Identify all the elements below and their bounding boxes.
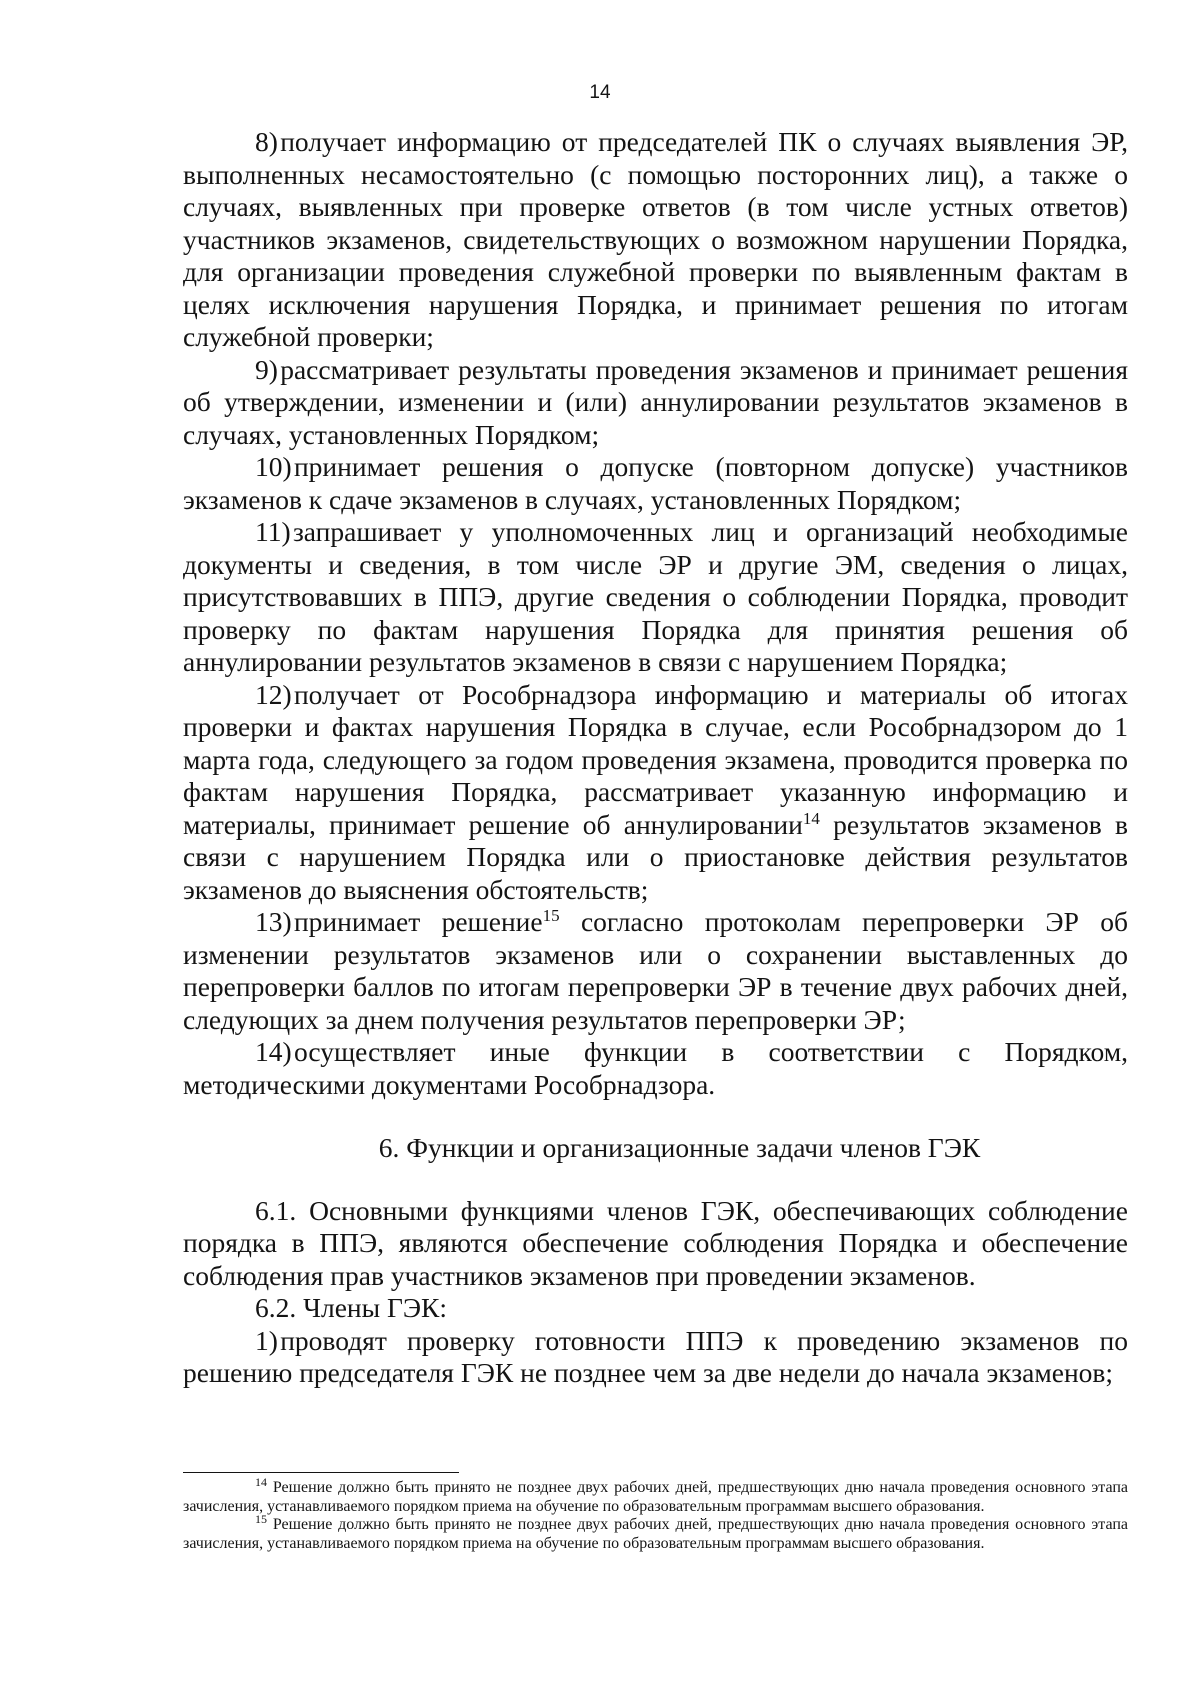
list-item [183, 906, 1128, 1036]
item-text: получает от Рособрнадзора информацию и материалы об итогах проверки и фактах нарушения Порядка в случае, если Рособрнадзором до 1 марта года, следующего за годом проведения экзамена, проводится проверка по фактам нарушения Порядка, рассматривает указанную информацию и материалы, принимает решение об аннулировании [183, 678, 1128, 840]
paragraph: 6.1. Основными функциями членов ГЭК, обеспечивающих соблюдение порядка в ППЭ, являются обеспечение соблюдения Порядка и обеспечение соблюдения прав участников экзаменов при проведении экзаменов. [183, 1194, 1128, 1291]
list-item [183, 354, 1128, 452]
footnote-reference: 15 [542, 906, 560, 925]
footnote-number: 15 [255, 1512, 267, 1526]
footnote-text: Решение должно быть принято не позднее двух рабочих дней, предшествующих дню начала проведения основного этапа зачисления, устанавливаемого порядком приема на обучение по образовательным программам высшего образования. [183, 1516, 1128, 1552]
item-number: 9) [255, 353, 278, 385]
item-number: 14) [255, 1036, 292, 1067]
item-text: принимает решение [293, 906, 543, 937]
list-item [183, 451, 1128, 516]
item-number: 13) [255, 906, 292, 937]
item-text: получает информацию от председателей ПК о случаях выявления ЭР, выполненных несамостоятельно (с помощью посторонних лиц), а также о случаях, выявленных при проверке ответов (в том числе устных ответов) участников экзаменов, свидетельствующих о возможном нарушении Порядка, для организации проведения служебной проверки по выявленным фактам в целях исключения нарушения Порядка, и принимает решения по итогам служебной проверки; [183, 126, 1128, 352]
item-text: рассматривает результаты проведения экзаменов и принимает решения об утверждении, изменении и (или) аннулировании результатов экзаменов в случаях, установленных Порядком; [183, 353, 1128, 450]
footnote [183, 1512, 1128, 1553]
footnote-number: 14 [255, 1475, 267, 1489]
item-text: результатов экзаменов в связи с нарушением Порядка или о приостановке действия результатов экзаменов до выяснения обстоятельств; [183, 808, 1128, 905]
item-number: 12) [255, 678, 292, 710]
footnote-divider [183, 1472, 459, 1473]
list-item [183, 126, 1128, 354]
page-number: 14 [589, 82, 611, 103]
list-item [183, 516, 1128, 679]
footnotes [183, 1472, 1128, 1553]
item-text: проводят проверку готовности ППЭ к проведению экзаменов по решению председателя ГЭК не позднее чем за две недели до начала экзаменов; [183, 1324, 1128, 1388]
paragraph: 6.2. Члены ГЭК: [255, 1292, 448, 1323]
footnote-text: Решение должно быть принято не позднее двух рабочих дней, предшествующих дню начала проведения основного этапа зачисления, устанавливаемого порядком приема на обучение по образовательным программам высшего образования. [183, 1479, 1128, 1515]
item-number: 11) [255, 516, 291, 547]
item-number: 8) [255, 126, 278, 157]
footnote [183, 1475, 1128, 1516]
list-item [183, 1325, 1128, 1390]
item-number: 10) [255, 451, 292, 482]
list-item [183, 679, 1128, 907]
item-text: запрашивает у уполномоченных лиц и организаций необходимые документы и сведения, в том числе ЭР и другие ЭМ, сведения о лицах, присутствовавших в ППЭ, другие сведения о соблюдении Порядка, проводит проверку по фактам нарушения Порядка для принятия решения об аннулировании результатов экзаменов в связи с нарушением Порядка; [183, 516, 1128, 677]
item-text: осуществляет иные функции в соответствии с Порядком, методическими документами Рособрнадзора. [183, 1036, 1128, 1100]
item-text: согласно протоколам перепроверки ЭР об изменении результатов экзаменов или о сохранении выставленных до перепроверки баллов по итогам перепроверки ЭР в течение двух рабочих дней, следующих за днем получения результатов перепроверки ЭР; [183, 906, 1128, 1035]
footnote-reference: 14 [802, 808, 820, 828]
document-body [183, 126, 1128, 1390]
item-number: 1) [255, 1324, 278, 1356]
item-text: принимает решения о допуске (повторном допуске) участников экзаменов к сдаче экзаменов в случаях, установленных Порядком; [183, 451, 1128, 515]
list-item [183, 1036, 1128, 1101]
section-heading: 6. Функции и организационные задачи членов ГЭК [378, 1132, 981, 1163]
